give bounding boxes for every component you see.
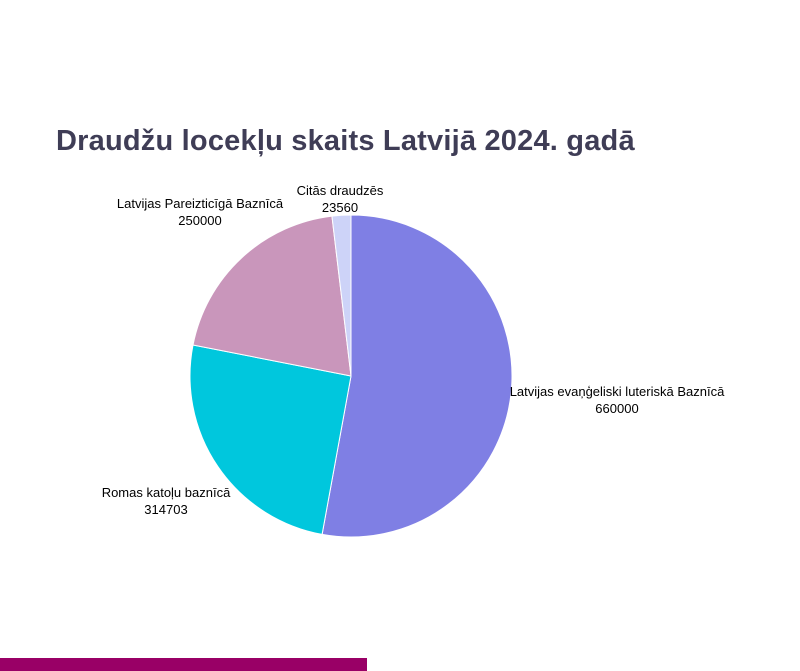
- pie-label-name: Latvijas evaņģeliski luteriskā Baznīcā: [509, 384, 725, 399]
- page-title: Draudžu locekļu skaits Latvijā 2024. gadā: [56, 125, 635, 158]
- pie-label-name: Latvijas Pareizticīgā Baznīcā: [116, 196, 284, 211]
- pie-label-luteriska: [510, 383, 725, 417]
- pie-chart: [189, 214, 513, 538]
- footer-accent-bar: [0, 658, 367, 671]
- pie-label-name: Citās draudzēs: [296, 183, 384, 198]
- pie-label-value: 23560: [321, 200, 359, 215]
- pie-label-citas: [297, 182, 384, 216]
- pie-label-pareizticiga: [117, 195, 283, 229]
- pie-label-value: 250000: [178, 213, 222, 228]
- pie-label-romas-katolu: [102, 484, 231, 518]
- pie-label-value: 314703: [144, 502, 188, 517]
- pie-svg: [189, 214, 513, 538]
- pie-label-value: 660000: [595, 401, 639, 416]
- pie-label-name: Romas katoļu baznīcā: [101, 485, 231, 500]
